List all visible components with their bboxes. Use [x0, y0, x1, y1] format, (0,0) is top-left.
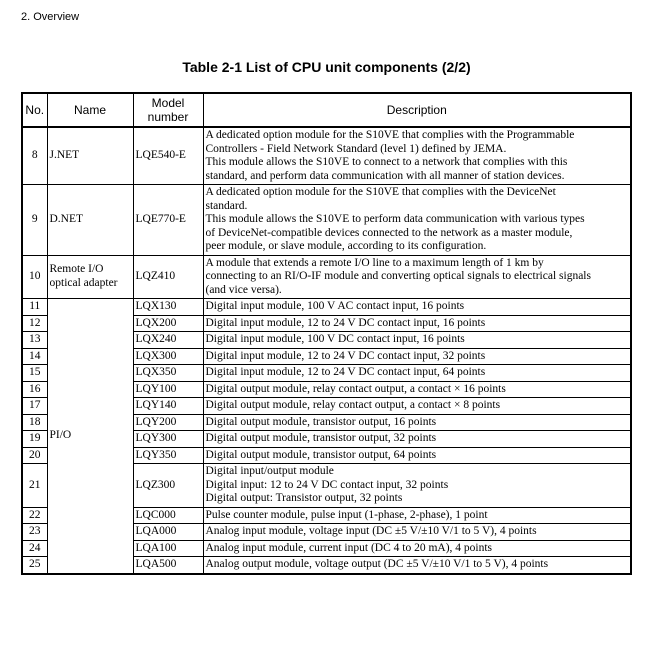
model-number: LQA000: [133, 524, 203, 541]
description-line: Digital input module, 100 V AC contact input, 16 points: [205, 300, 465, 312]
header-name: Name: [47, 93, 133, 127]
description-line: standard.: [205, 199, 248, 212]
components-table: [21, 92, 632, 575]
model-number: LQZ410: [133, 255, 203, 299]
description-line: Digital output: Transistor output, 32 points: [205, 492, 403, 504]
component-name: [47, 185, 133, 256]
table-header-row: [22, 93, 631, 127]
row-number: 22: [22, 507, 47, 524]
model-number: LQA100: [133, 540, 203, 557]
description-line: Digital output module, transistor output, 32 points: [205, 432, 437, 444]
component-name-line: D.NET: [49, 213, 84, 225]
description-line: This module allows the S10VE to perform data communication with various types: [205, 213, 585, 225]
description: [203, 464, 631, 508]
component-name-line: optical adapter: [49, 276, 118, 289]
description: [203, 557, 631, 574]
row-number: 15: [22, 365, 47, 382]
header-model-line-1: Model: [151, 96, 185, 110]
description-line: Digital output module, transistor output, 16 points: [205, 415, 437, 428]
row-number: 18: [22, 414, 47, 431]
row-number: 16: [22, 381, 47, 398]
header-model: [133, 93, 203, 127]
description: [203, 185, 631, 256]
description: [203, 524, 631, 541]
model-number: LQY350: [133, 447, 203, 464]
description-line: Digital input/output module: [205, 465, 334, 477]
description-line: Digital input module, 12 to 24 V DC contact input, 16 points: [205, 316, 486, 329]
model-number: LQX130: [133, 299, 203, 316]
description: [203, 381, 631, 398]
row-number: 24: [22, 540, 47, 557]
row-number: 23: [22, 524, 47, 541]
table-title: Table 2-1 List of CPU unit components (2/2): [182, 59, 471, 75]
model-number: LQE770-E: [133, 185, 203, 256]
description-line: standard, and perform data communication with all manner of station devices.: [205, 169, 565, 182]
model-number: LQE540-E: [133, 127, 203, 185]
row-number: 9: [22, 185, 47, 256]
model-number: LQC000: [133, 507, 203, 524]
description-line: Controllers - Field Network Standard (level 1) defined by JEMA.: [205, 142, 507, 155]
component-name: [47, 255, 133, 299]
description-line: (and vice versa).: [205, 283, 282, 296]
row-number: 11: [22, 299, 47, 316]
description-line: peer module, or slave module, according to its configuration.: [205, 240, 487, 252]
description-line: connecting to an RI/O-IF module and converting optical signals to electrical signals: [205, 270, 591, 282]
row-number: 8: [22, 127, 47, 185]
model-number: LQX350: [133, 365, 203, 382]
row-number: 20: [22, 447, 47, 464]
description: [203, 332, 631, 349]
row-number: 21: [22, 464, 47, 508]
description-line: Analog input module, voltage input (DC ±5 V/±10 V/1 to 5 V), 4 points: [205, 525, 537, 537]
table-row: [22, 255, 631, 299]
model-number: LQY300: [133, 431, 203, 448]
description-line: Digital input module, 12 to 24 V DC contact input, 64 points: [205, 366, 486, 378]
row-number: 25: [22, 557, 47, 574]
description: [203, 299, 631, 316]
description-line: This module allows the S10VE to connect to a network that complies with this: [205, 156, 568, 168]
description-line: of DeviceNet-compatible devices connected to the network as a master module,: [205, 226, 573, 239]
component-name: [47, 127, 133, 185]
row-number: 17: [22, 398, 47, 415]
description-line: Digital output module, transistor output, 64 points: [205, 448, 437, 461]
description-line: A dedicated option module for the S10VE that complies with the Programmable: [205, 129, 575, 141]
description-line: Analog input module, current input (DC 4 to 20 mA), 4 points: [205, 541, 493, 554]
component-name-line: J.NET: [49, 149, 80, 162]
model-number: LQZ300: [133, 464, 203, 508]
description: [203, 127, 631, 185]
section-heading: 2. Overview: [21, 11, 80, 23]
header-model-line-2: number: [147, 110, 189, 124]
row-number: 13: [22, 332, 47, 349]
table-row: [22, 185, 631, 256]
component-name-line: Remote I/O: [49, 263, 104, 276]
description-line: Pulse counter module, pulse input (1-phase, 2-phase), 1 point: [205, 508, 488, 521]
row-number: 19: [22, 431, 47, 448]
model-number: LQX300: [133, 348, 203, 365]
model-number: LQY140: [133, 398, 203, 415]
description-line: Digital output module, relay contact output, a contact × 16 points: [205, 382, 506, 395]
description: [203, 255, 631, 299]
table-row: [22, 127, 631, 185]
header-description: Description: [203, 93, 631, 127]
description-line: Digital input module, 12 to 24 V DC contact input, 32 points: [205, 349, 486, 362]
description: [203, 431, 631, 448]
description: [203, 315, 631, 332]
model-number: LQX200: [133, 315, 203, 332]
model-number: LQY200: [133, 414, 203, 431]
table-row: [22, 299, 631, 316]
model-number: LQY100: [133, 381, 203, 398]
description: [203, 348, 631, 365]
row-number: 14: [22, 348, 47, 365]
model-number: LQX240: [133, 332, 203, 349]
model-number: LQA500: [133, 557, 203, 574]
description: [203, 365, 631, 382]
description-line: Digital output module, relay contact output, a contact × 8 points: [205, 399, 501, 411]
description-line: Digital input module, 100 V DC contact input, 16 points: [205, 333, 465, 345]
description-line: A dedicated option module for the S10VE that complies with the DeviceNet: [205, 186, 556, 198]
description-line: Digital input: 12 to 24 V DC contact input, 32 points: [205, 478, 449, 491]
row-number: 12: [22, 315, 47, 332]
description: [203, 507, 631, 524]
description-line: A module that extends a remote I/O line to a maximum length of 1 km by: [205, 256, 544, 269]
header-no: No.: [22, 93, 47, 127]
description: [203, 414, 631, 431]
description: [203, 398, 631, 415]
description: [203, 447, 631, 464]
row-number: 10: [22, 255, 47, 299]
description-line: Analog output module, voltage output (DC ±5 V/±10 V/1 to 5 V), 4 points: [205, 558, 549, 570]
description: [203, 540, 631, 557]
component-name-pio: PI/O: [47, 299, 133, 574]
